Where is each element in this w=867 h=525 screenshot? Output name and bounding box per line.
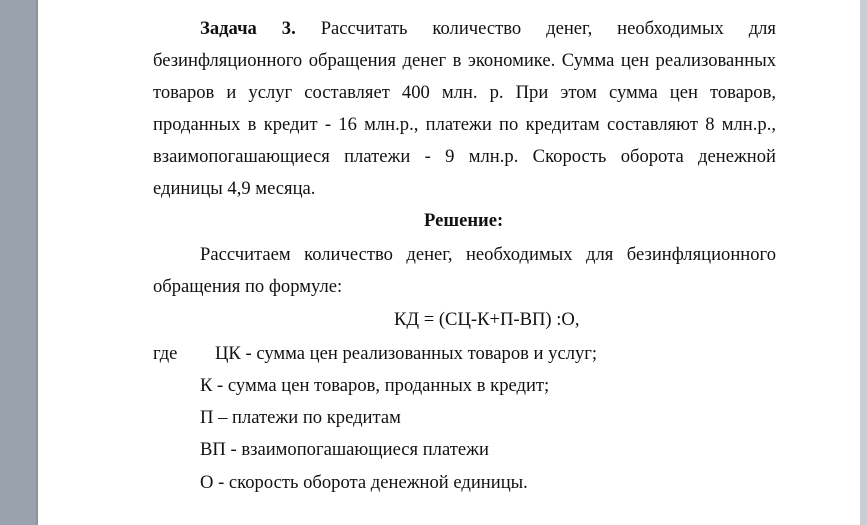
definition-p: П – платежи по кредитам bbox=[200, 407, 401, 428]
solution-intro-line-2: обращения по формуле: bbox=[153, 276, 343, 297]
solution-intro-line-1 bbox=[153, 244, 776, 266]
task-line-5-text: взаимопогашающиеся платежи - 9 млн.р. Скорость оборота денежной bbox=[153, 146, 776, 167]
definition-ck: ЦК - сумма цен реализованных товаров и услуг; bbox=[215, 343, 598, 364]
solution-heading: Решение: bbox=[424, 210, 504, 231]
task-label: Задача 3. bbox=[200, 18, 296, 39]
solution-intro-line-1-text: Рассчитаем количество денег, необходимых для безинфляционного bbox=[200, 244, 776, 265]
task-line-5 bbox=[153, 146, 776, 168]
task-line-6 bbox=[153, 178, 315, 200]
task-line-2-text: безинфляционного обращения денег в экономике. Сумма цен реализованных bbox=[153, 50, 776, 71]
task-line-1-text: Рассчитать количество денег, необходимых для bbox=[320, 18, 776, 39]
task-line-1 bbox=[153, 18, 776, 40]
task-line-4-text: проданных в кредит - 16 млн.р., платежи по кредитам составляют 8 млн.р., bbox=[153, 114, 776, 135]
task-line-4 bbox=[153, 114, 776, 136]
definition-k: К - сумма цен товаров, проданных в кредит; bbox=[200, 375, 550, 396]
task-line-3 bbox=[153, 82, 776, 104]
task-line-6-text: единицы 4,9 месяца. bbox=[153, 178, 316, 199]
document-page bbox=[38, 0, 860, 525]
where-label: где bbox=[153, 343, 178, 364]
task-line-2 bbox=[153, 50, 776, 72]
definition-vp: ВП - взаимопогашающиеся платежи bbox=[200, 439, 489, 460]
formula: КД = (СЦ-К+П-ВП) :О, bbox=[394, 309, 580, 330]
window-edge bbox=[860, 0, 867, 525]
definition-o: О - скорость оборота денежной единицы. bbox=[200, 472, 528, 493]
task-line-3-text: товаров и услуг составляет 400 млн. р. При этом сумма цен товаров, bbox=[153, 82, 776, 103]
